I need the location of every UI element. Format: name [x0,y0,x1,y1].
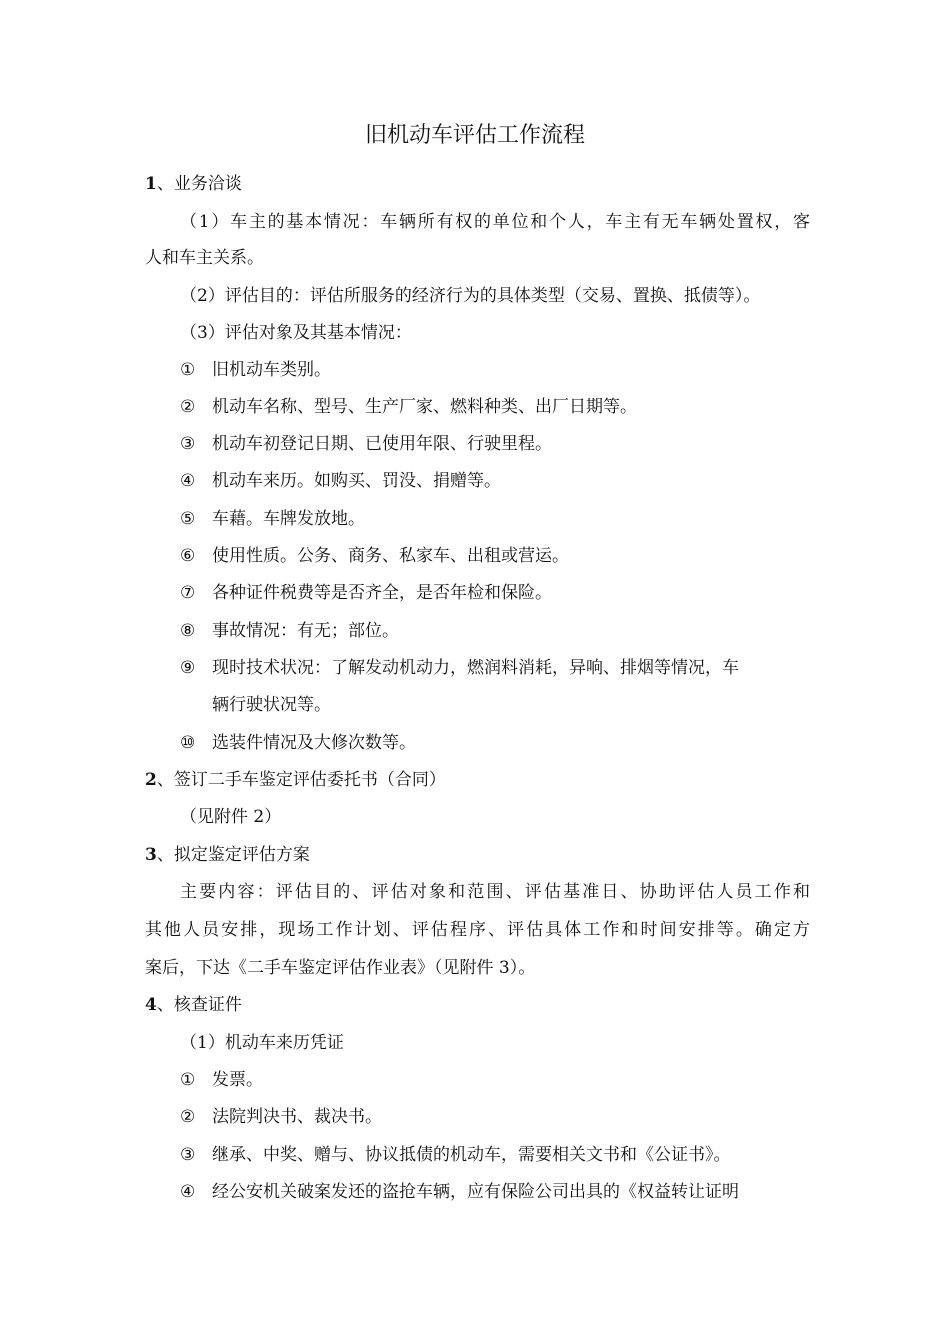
s4-paragraph-1: （1）机动车来历凭证 [180,1033,344,1053]
item-number: ③ [180,434,196,454]
s4-list-item [180,1068,845,1092]
s3-paragraph-line-2: 其他人员安排，现场工作计划、评估程序、评估具体工作和时间安排等。确定方 [145,920,810,940]
section-2-title: 、签订二手车鉴定评估委托书（合同） [156,770,446,790]
s1-list-item [180,656,845,680]
s1-list-item [180,358,845,382]
section-4-number: 4 [145,995,157,1015]
item-number: ④ [180,1182,196,1202]
item-text: 事故情况：有无；部位。 [212,621,399,641]
s1-paragraph-1-cont: 人和车主关系。 [145,248,264,268]
s1-list-item [180,731,845,755]
s1-list-item-cont: 辆行驶状况等。 [212,695,331,715]
s4-list-item [180,1105,845,1129]
s1-list-item [180,619,845,643]
item-number: ④ [180,471,196,491]
item-text: 法院判决书、裁决书。 [212,1107,382,1127]
s1-list-item [180,395,845,419]
item-text: 机动车初登记日期、已使用年限、行驶里程。 [212,434,552,454]
item-number: ⑦ [180,583,196,603]
item-text: 车藉。车牌发放地。 [212,509,365,529]
item-number: ① [180,360,196,380]
item-number: ③ [180,1145,196,1165]
section-1-heading [145,172,810,196]
item-text: 选装件情况及大修次数等。 [212,733,416,753]
s1-list-item [180,581,845,605]
section-4-heading [145,993,810,1017]
item-text: 旧机动车类别。 [212,360,331,380]
item-text: 机动车名称、型号、生产厂家、燃料种类、出厂日期等。 [212,397,637,417]
s4-list-item [180,1180,845,1204]
s3-paragraph-line-3: 案后，下达《二手车鉴定评估作业表》（见附件 3）。 [145,958,536,978]
section-1-number: 1 [145,174,157,194]
section-3-title: 、拟定鉴定评估方案 [156,845,310,865]
s1-list-item [180,469,845,493]
s1-paragraph-1: （1）车主的基本情况：车辆所有权的单位和个人，车主有无车辆处置权，客 [180,212,810,232]
section-1-title: 、业务洽谈 [156,174,242,194]
item-number: ⑨ [180,658,196,678]
item-number: ⑩ [180,733,196,753]
section-3-number: 3 [145,845,157,865]
page-title: 旧机动车评估工作流程 [364,123,585,148]
s1-paragraph-3: （3）评估对象及其基本情况： [180,323,412,343]
item-text: 现时技术状况：了解发动机动力，燃润料消耗，异响、排烟等情况，车 [212,658,739,678]
s1-list-item [180,432,845,456]
item-number: ② [180,1107,196,1127]
item-number: ⑤ [180,509,196,529]
s2-paragraph-1: （见附件 2） [180,807,282,827]
item-text: 机动车来历。如购买、罚没、捐赠等。 [212,471,501,491]
item-text: 继承、中奖、赠与、协议抵债的机动车，需要相关文书和《公证书》。 [212,1145,731,1165]
item-text: 经公安机关破案发还的盗抢车辆，应有保险公司出具的《权益转让证明 [212,1182,739,1202]
s4-list-item [180,1143,845,1167]
item-text: 发票。 [212,1070,263,1090]
item-number: ⑧ [180,621,196,641]
section-2-number: 2 [145,770,157,790]
section-3-heading [145,843,810,867]
s1-list-item [180,507,845,531]
item-text: 使用性质。公务、商务、私家车、出租或营运。 [212,546,569,566]
s1-list-item [180,544,845,568]
item-number: ① [180,1070,196,1090]
s1-paragraph-2: （2）评估目的：评估所服务的经济行为的具体类型（交易、置换、抵债等）。 [180,286,761,306]
item-number: ② [180,397,196,417]
item-number: ⑥ [180,546,196,566]
section-4-title: 、核查证件 [156,995,242,1015]
s3-paragraph-line-1: 主要内容：评估目的、评估对象和范围、评估基准日、协助评估人员工作和 [180,882,810,902]
section-2-heading [145,768,810,792]
item-text: 各种证件税费等是否齐全，是否年检和保险。 [212,583,552,603]
